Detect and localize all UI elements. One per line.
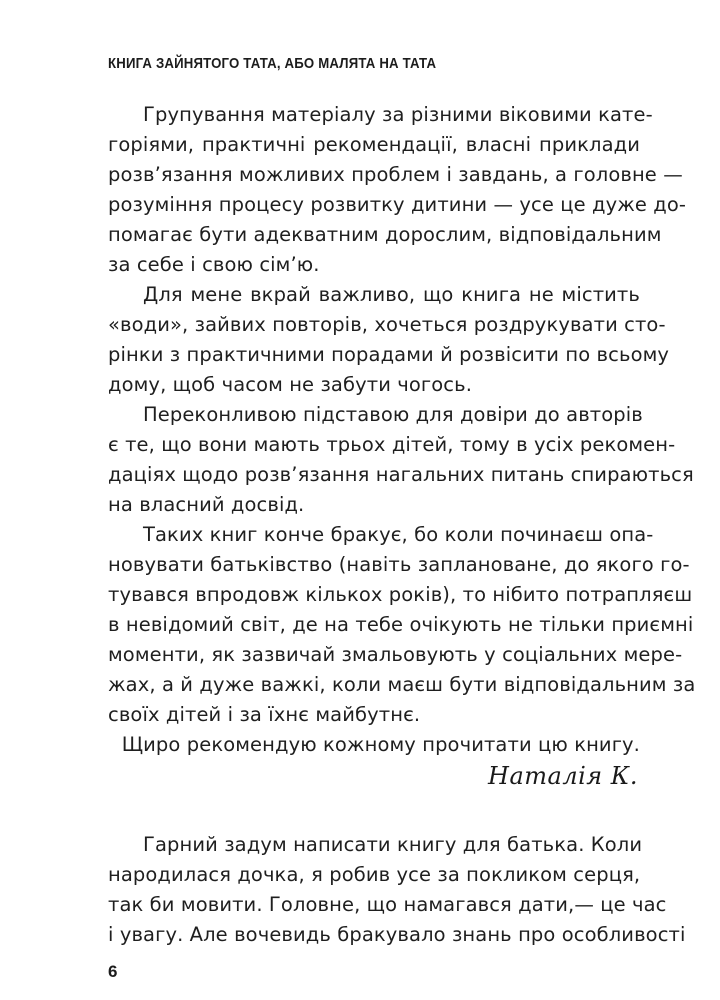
- paragraph-line: новувати батьківство (навіть заплановане, до якого го-: [108, 553, 690, 576]
- paragraph-line: Таких книг конче бракує, бо коли починаєш опа-: [143, 523, 654, 546]
- page-number: 6: [108, 962, 118, 981]
- paragraph-line: розуміння процесу розвитку дитини — усе це дуже до-: [108, 193, 687, 216]
- paragraph-line: дому, щоб часом не забути чогось.: [108, 373, 473, 396]
- running-head-title: КНИГА ЗАЙНЯТОГО ТАТА, АБО МАЛЯТА НА ТАТА: [108, 55, 437, 72]
- paragraph-line: моменти, як зазвичай змальовують у соціальних мере-: [108, 643, 683, 666]
- paragraph-line: «води», зайвих повторів, хочеться роздрукувати сто-: [108, 313, 666, 336]
- paragraph-line: так би мовити. Головне, що намагався дати,— це час: [108, 893, 667, 916]
- paragraph-line: помагає бути адекватним дорослим, відповідальним: [108, 223, 662, 246]
- paragraph-line: Гарний задум написати книгу для батька. Коли: [143, 833, 643, 856]
- signature: Наталія К.: [488, 762, 638, 790]
- paragraph-line: Для мене вкрай важливо, що книга не містить: [143, 283, 640, 306]
- paragraph-line: є те, що вони мають трьох дітей, тому в усіх рекомен-: [108, 433, 676, 456]
- paragraph-line: в невідомий світ, де на тебе очікують не тільки приємні: [108, 613, 694, 636]
- paragraph-line: жах, а й дуже важкі, коли маєш бути відповідальним за: [108, 673, 696, 696]
- closing-line: Щиро рекомендую кожному прочитати цю книгу.: [121, 733, 640, 756]
- paragraph-line: за себе і свою сім’ю.: [108, 253, 320, 276]
- paragraph-line: горіями, практичні рекомендації, власні приклади: [108, 133, 640, 156]
- paragraph-line: своїх дітей і за їхнє майбутнє.: [108, 703, 421, 726]
- paragraph-line: і увагу. Але вочевидь бракувало знань про особливості: [108, 923, 686, 946]
- paragraph-line: народилася дочка, я робив усе за покликом серця,: [108, 863, 641, 886]
- paragraph-line: даціях щодо розв’язання нагальних питань спираються: [108, 463, 694, 486]
- paragraph-line: розв’язання можливих проблем і завдань, а головне —: [108, 163, 683, 186]
- paragraph-line: рінки з практичними порадами й розвісити по всьому: [108, 343, 670, 366]
- paragraph-line: Переконливою підставою для довіри до авторів: [143, 403, 643, 426]
- paragraph-line: на власний досвід.: [108, 493, 305, 516]
- paragraph-line: Групування матеріалу за різними віковими кате-: [143, 103, 653, 126]
- paragraph-line: тувався впродовж кількох років), то нібито потрапляєш: [108, 583, 693, 606]
